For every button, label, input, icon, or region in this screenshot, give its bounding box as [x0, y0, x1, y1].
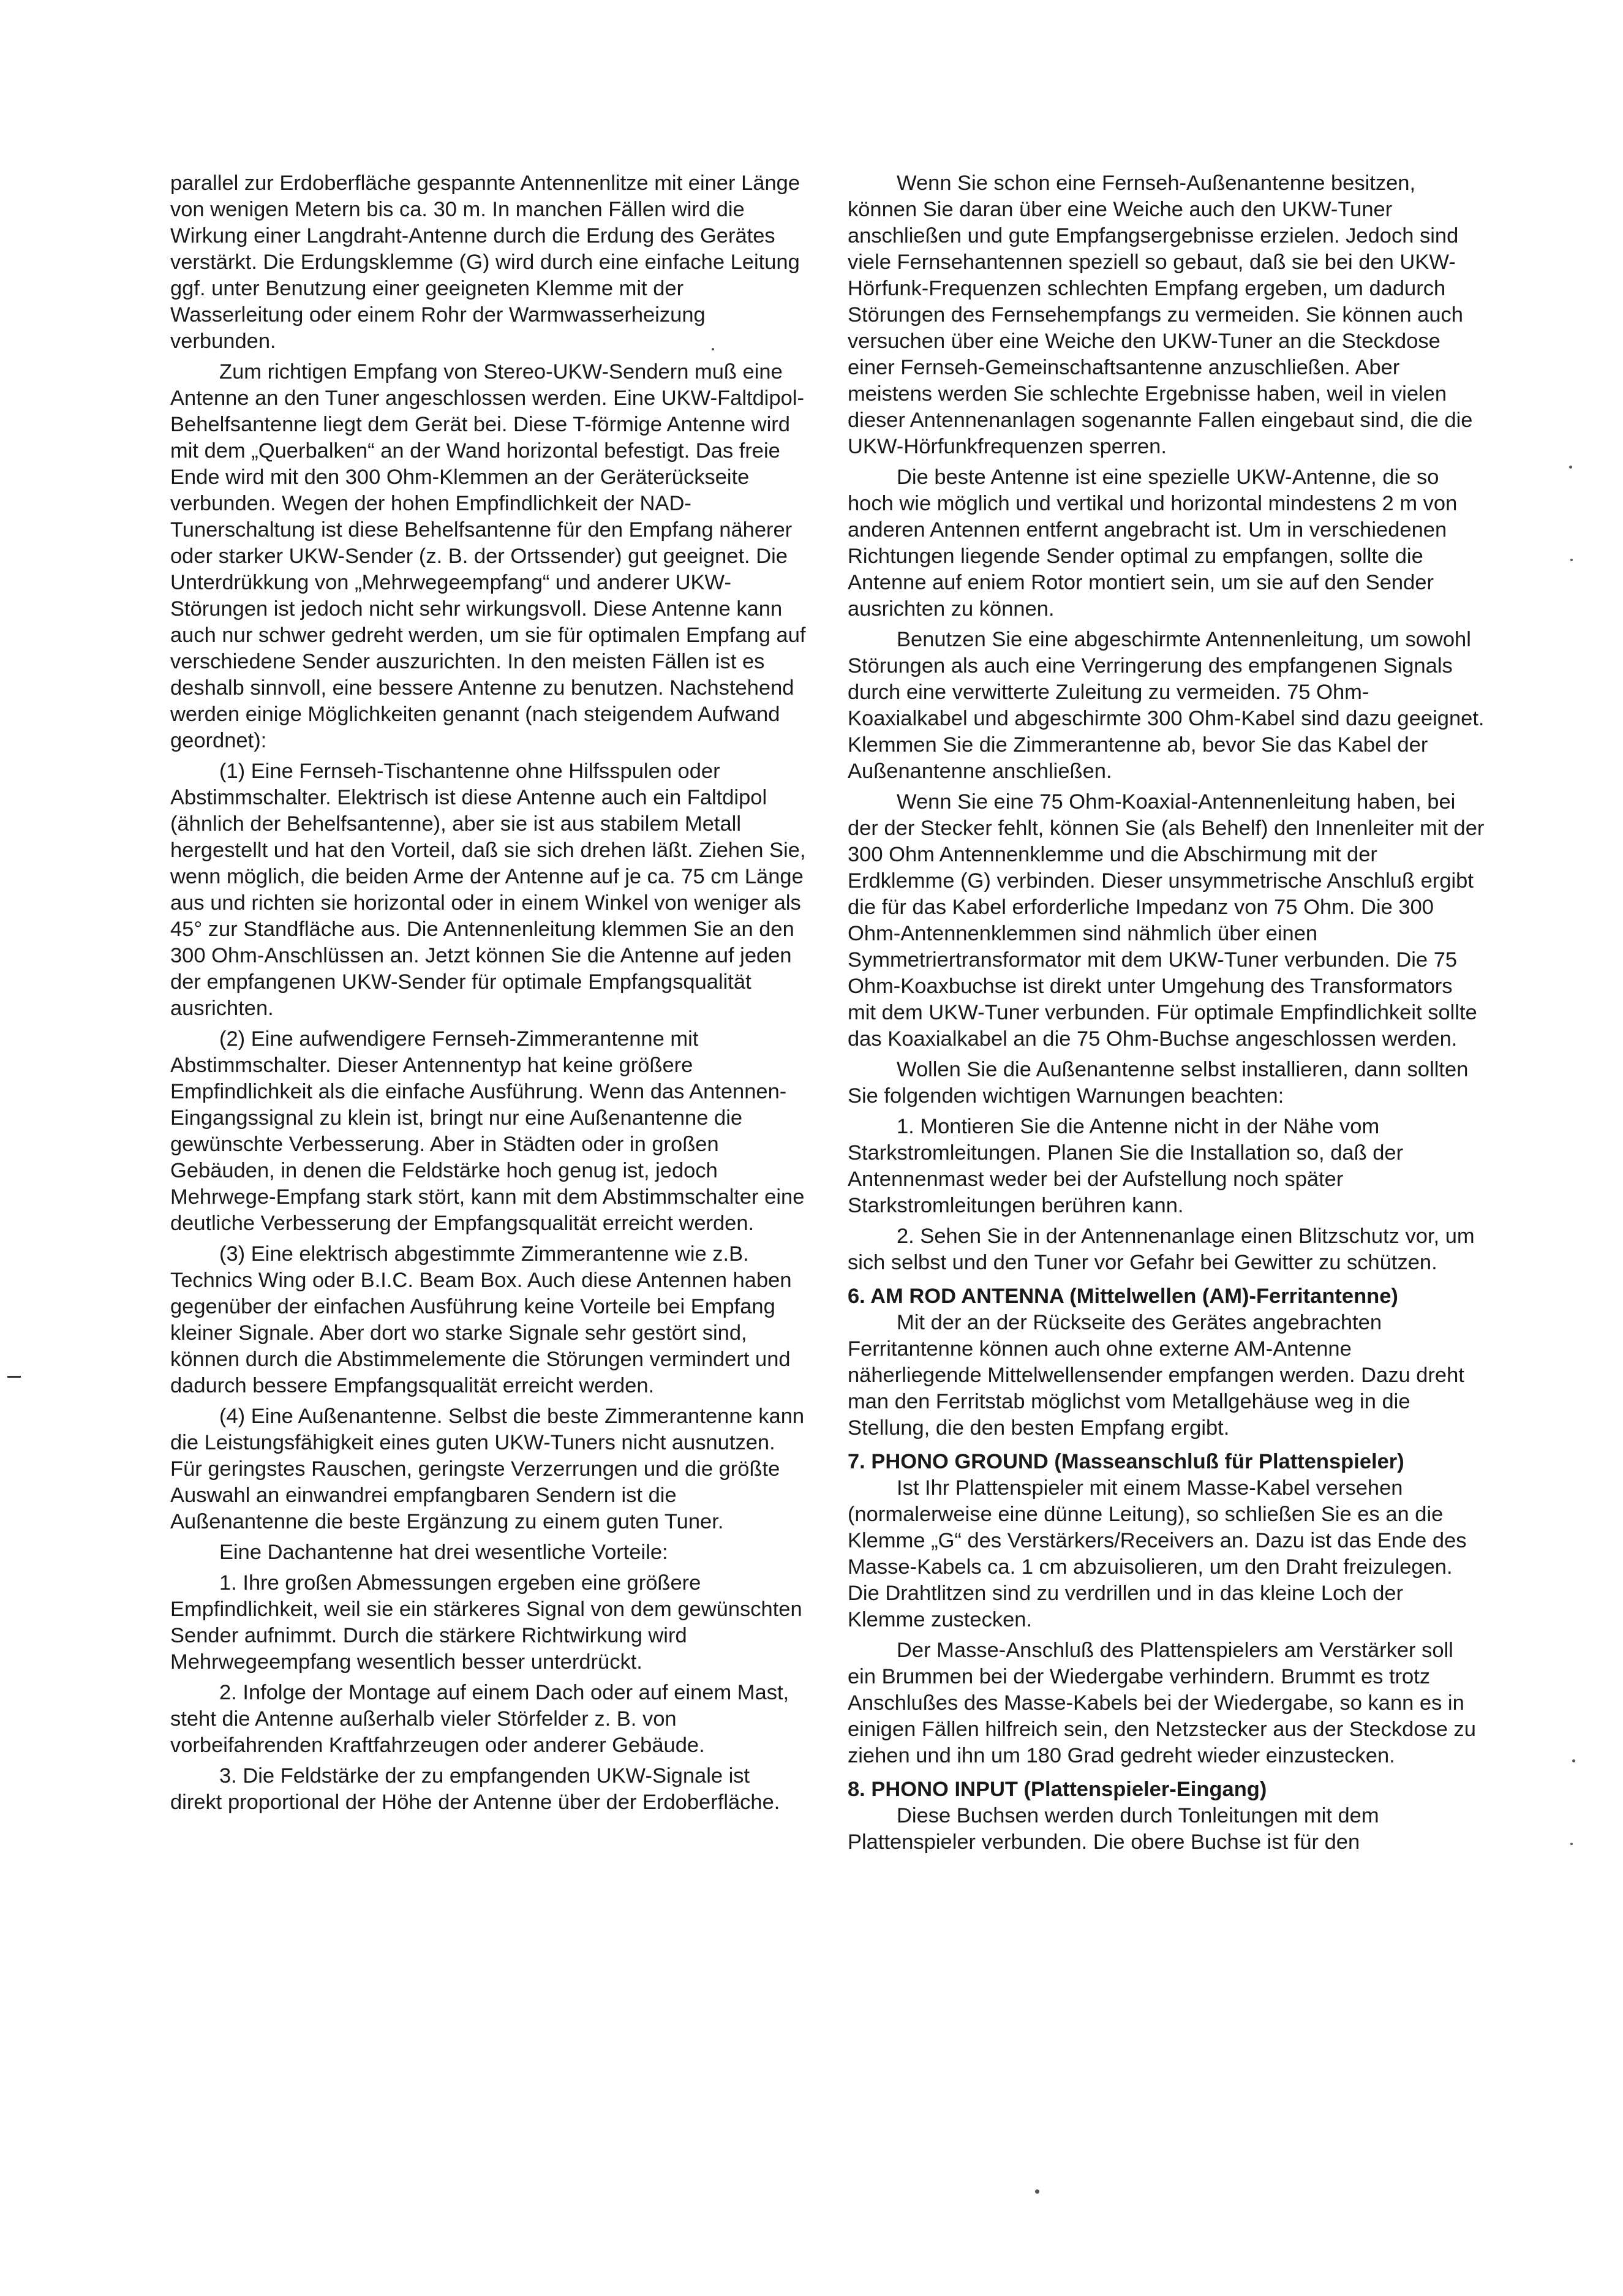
paragraph: Eine Dachantenne hat drei wesentliche Vorteile:: [219, 1541, 668, 1564]
paragraph: 1. Ihre großen Abmessungen ergeben eine größere Empfindlichkeit, weil sie ein stärkeres Signal von dem gewünschten Sender aufnimmt. Durch die stärkere Richtwirkung wird Mehrwegeempfang wesentlich besser unterdrückt.: [170, 1571, 802, 1674]
paragraph: Wenn Sie eine 75 Ohm-Koaxial-Antennenleitung haben, bei der der Stecker fehlt, können Sie (als Behelf) den Innenleiter mit der 300 Ohm Antennenklemme und die Abschirmung mit der Erdklemme (G) verbinden. Dieser unsymmetrische Anschluß ergibt die für das Kabel erforderliche Impedanz von 75 Ohm. Die 300 Ohm-Antennenklemmen sind nähmlich über einen Symmetriertransformator mit dem UKW-Tuner verbunden. Die 75 Ohm-Koaxbuchse ist direkt unter Umgehung des Transformators mit dem UKW-Tuner verbunden. Für optimale Empfindlichkeit sollte das Koaxialkabel an die 75 Ohm-Buchse angeschlossen werden.: [848, 790, 1485, 1051]
paragraph: Benutzen Sie eine abgeschirmte Antennenleitung, um sowohl Störungen als auch eine Verringerung des empfangenen Signals durch eine verwitterte Zuleitung zu vermeiden. 75 Ohm-Koaxialkabel und abgeschirmte 300 Ohm-Kabel sind dazu geeignet. Klemmen Sie die Zimmerantenne ab, bevor Sie das Kabel der Außenantenne anschließen.: [848, 628, 1485, 783]
scan-speck: [1572, 1759, 1575, 1762]
scan-mark: [7, 1376, 21, 1378]
paragraph: (3) Eine elektrisch abgestimmte Zimmerantenne wie z.B. Technics Wing oder B.I.C. Beam Box. Auch diese Antennen haben gegenüber der einfachen Ausführung keine Vorteile bei Empfang kleiner Signale. Aber dort wo starke Signale sehr gestört sind, können durch die Abstimmelemente die Störungen vermindert und dadurch bessere Empfangsqualität erreicht werden.: [170, 1242, 792, 1397]
section-heading: 8. PHONO INPUT (Plattenspieler-Eingang): [848, 1778, 1267, 1801]
paragraph: 2. Infolge der Montage auf einem Dach oder auf einem Mast, steht die Antenne außerhalb vieler Störfelder z. B. von vorbeifahrenden Kraftfahrzeugen oder anderer Gebäude.: [170, 1681, 789, 1757]
paragraph: (2) Eine aufwendigere Fernseh-Zimmerantenne mit Abstimmschalter. Dieser Antennentyp hat keine größere Empfindlichkeit als die einfache Ausführung. Wenn das Antennen-Eingangssignal zu klein ist, bringt nur eine Außenantenne die gewünschte Verbesserung. Aber in Städten oder in großen Gebäuden, in denen die Feldstärke hoch genug ist, jedoch Mehrwege-Empfang stark stört, kann mit dem Abstimmschalter eine deutliche Verbesserung der Empfangsqualität erreicht werden.: [170, 1027, 805, 1235]
section-heading: 6. AM ROD ANTENNA (Mittelwellen (AM)-Ferritantenne): [848, 1285, 1398, 1308]
right-column: [848, 170, 1485, 1860]
scan-speck: [1570, 559, 1573, 561]
paragraph: 2. Sehen Sie in der Antennenanlage einen Blitzschutz vor, um sich selbst und den Tuner vor Gefahr bei Gewitter zu schützen.: [848, 1225, 1475, 1274]
left-column: [170, 170, 807, 1820]
paragraph: 1. Montieren Sie die Antenne nicht in der Nähe vom Starkstromleitungen. Planen Sie die Installation so, daß der Antennenmast weder bei der Aufstellung noch später Starkstromleitungen berühren kann.: [848, 1115, 1404, 1217]
paragraph: Die beste Antenne ist eine spezielle UKW-Antenne, die so hoch wie möglich und vertikal und horizontal mindestens 2 m von anderen Antennen entfernt angebracht ist. Um in verschiedenen Richtungen liegende Sender optimal zu empfangen, sollte die Antenne auf eniem Rotor montiert sein, um sie auf den Sender ausrichten zu können.: [848, 466, 1458, 621]
paragraph: parallel zur Erdoberfläche gespannte Antennenlitze mit einer Länge von wenigen Metern bis ca. 30 m. In manchen Fällen wird die Wirkung einer Langdraht-Antenne durch die Erdung des Gerätes verstärkt. Die Erdungsklemme (G) wird durch eine einfache Leitung ggf. unter Benutzung einer geeigneten Klemme mit der Wasserleitung oder einem Rohr der Warmwasserheizung verbunden.: [170, 172, 800, 353]
paragraph: Ist Ihr Plattenspieler mit einem Masse-Kabel versehen (normalerweise eine dünne Leitung), so schließen Sie es an die Klemme „G“ des Verstärkers/Receivers an. Dazu ist das Ende des Masse-Kabels ca. 1 cm abzuisolieren, um den Draht freizulegen. Die Drahtlitzen sind zu verdrillen und in das kleine Loch der Klemme zustecken.: [848, 1476, 1467, 1631]
paragraph: 3. Die Feldstärke der zu empfangenden UKW-Signale ist direkt proportional der Höhe der Antenne über der Erdoberfläche.: [170, 1764, 780, 1814]
paragraph: (1) Eine Fernseh-Tischantenne ohne Hilfsspulen oder Abstimmschalter. Elektrisch ist diese Antenne auch ein Faltdipol (ähnlich der Behelfsantenne), aber sie ist aus stabilem Metall hergestellt und hat den Vorteil, daß sie sich drehen läßt. Ziehen Sie, wenn möglich, die beiden Arme der Antenne auf je ca. 75 cm Länge aus und richten sie horizontal oder in einem Winkel von weniger als 45° zur Standfläche aus. Die Antennenleitung klemmen Sie an den 300 Ohm-Anschlüssen an. Jetzt können Sie die Antenne auf jeden der empfangenen UKW-Sender für optimale Empfangsqualität ausrichten.: [170, 760, 806, 1020]
paragraph: (4) Eine Außenantenne. Selbst die beste Zimmerantenne kann die Leistungsfähigkeit eines guten UKW-Tuners nicht ausnutzen. Für geringstes Rauschen, geringste Verzerrungen und die größte Auswahl an einwandrei empfangbaren Sendern ist die Außenantenne die beste Ergänzung zu einem guten Tuner.: [170, 1405, 805, 1533]
paragraph: Der Masse-Anschluß des Plattenspielers am Verstärker soll ein Brummen bei der Wiedergabe verhindern. Brummt es trotz Anschlußes des Masse-Kabels bei der Wiedergabe, so kann es in einigen Fällen hilfreich sein, den Netzstecker aus der Steckdose zu ziehen und ihn um 180 Grad gedreht wieder einzustecken.: [848, 1639, 1476, 1767]
paragraph: Wollen Sie die Außenantenne selbst installieren, dann sollten Sie folgenden wichtigen Warnungen beachten:: [848, 1058, 1469, 1108]
scan-speck: [1570, 1843, 1573, 1845]
paragraph: Mit der an der Rückseite des Gerätes angebrachten Ferritantenne können auch ohne externe AM-Antenne näherliegende Mittelwellensender empfangen werden. Dazu dreht man den Ferritstab möglichst vom Metallgehäuse weg in die Stellung, die den besten Empfang ergibt.: [848, 1311, 1464, 1440]
paragraph: Diese Buchsen werden durch Tonleitungen mit dem Plattenspieler verbunden. Die obere Buchse ist für den: [848, 1804, 1379, 1854]
scan-speck: [712, 348, 714, 350]
paragraph: Zum richtigen Empfang von Stereo-UKW-Sendern muß eine Antenne an den Tuner angeschlossen werden. Eine UKW-Faltdipol-Behelfsantenne liegt dem Gerät bei. Diese T-förmige Antenne wird mit dem „Querbalken“ an der Wand horizontal befestigt. Das freie Ende wird mit den 300 Ohm-Klemmen an der Geräterückseite verbunden. Wegen der hohen Empfindlichkeit der NAD-Tunerschaltung ist diese Behelfsantenne für den Empfang näherer oder starker UKW-Sender (z. B. der Ortssender) gut geeignet. Die Unterdrükkung von „Mehrwegeempfang“ und anderer UKW-Störungen ist jedoch nicht sehr wirkungsvoll. Diese Antenne kann auch nur schwer gedreht werden, um sie für optimalen Empfang auf verschiedene Sender auszurichten. In den meisten Fällen ist es deshalb sinnvoll, eine bessere Antenne zu benutzen. Nachstehend werden einige Möglichkeiten genannt (nach steigendem Aufwand geordnet):: [170, 360, 806, 752]
scan-speck: [1035, 2189, 1039, 2194]
section-heading: 7. PHONO GROUND (Masseanschluß für Plattenspieler): [848, 1450, 1404, 1473]
paragraph: Wenn Sie schon eine Fernseh-Außenantenne besitzen, können Sie daran über eine Weiche auch den UKW-Tuner anschließen und gute Empfangsergebnisse erzielen. Jedoch sind viele Fernsehantennen speziell so gebaut, daß sie bei den UKW-Hörfunk-Frequenzen schlechten Empfang ergeben, um dadurch Störungen des Fernsehempfangs zu vermeiden. Sie können auch versuchen über eine Weiche den UKW-Tuner an die Steckdose einer Fernseh-Gemeinschaftsantenne anzuschließen. Aber meistens werden Sie schlechte Ergebnisse haben, weil in vielen dieser Antennenanlagen sogenannte Fallen eingebaut sind, die die UKW-Hörfunkfrequenzen sperren.: [848, 172, 1473, 458]
scan-speck: [1569, 466, 1572, 469]
